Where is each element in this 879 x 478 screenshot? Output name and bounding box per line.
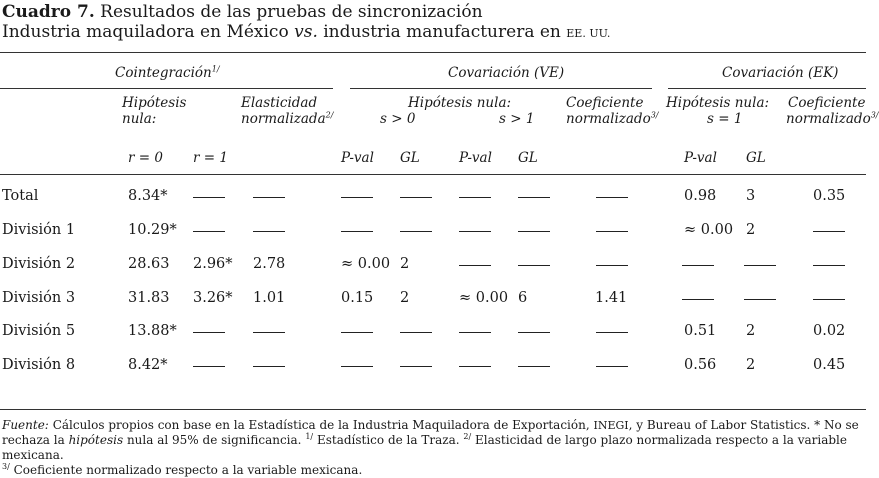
- cell-ek-coef: 0.35: [813, 188, 846, 204]
- empty-cell-dash: [193, 197, 225, 198]
- empty-cell-dash: [518, 197, 550, 198]
- empty-cell-dash: [253, 197, 285, 198]
- empty-cell-dash: [193, 366, 225, 367]
- header-bottom-rule: [0, 174, 866, 175]
- cell-ek-pval: ≈ 0.00: [684, 222, 734, 238]
- empty-cell-dash: [341, 197, 373, 198]
- cell-r0: 8.42*: [128, 357, 168, 373]
- subheader-ek-coeficiente: Coeficiente: [788, 95, 866, 111]
- cell-r0: 13.88*: [128, 323, 177, 339]
- empty-cell-dash: [253, 231, 285, 232]
- empty-cell-dash: [596, 366, 628, 367]
- subheader-ve-hipotesis: Hipótesis nula:: [408, 95, 512, 111]
- cell-row-label: División 1: [2, 222, 76, 238]
- subheader-normalizado: normalizado$^{3/}$: [566, 110, 659, 127]
- cell-ek-pval: 0.51: [684, 323, 717, 339]
- col-ve-pval1: P-val: [341, 150, 374, 166]
- cell-ek-pval: 0.98: [684, 188, 717, 204]
- top-rule: [0, 52, 866, 53]
- table-bottom-rule: [0, 409, 866, 410]
- cell-r1: 3.26*: [193, 290, 233, 306]
- cell-ek-gl: 2: [746, 323, 756, 339]
- empty-cell-dash: [518, 332, 550, 333]
- table-title-text: Resultados de las pruebas de sincronización: [100, 2, 483, 22]
- subheader-coeficiente: Coeficiente: [566, 95, 644, 111]
- empty-cell-dash: [253, 366, 285, 367]
- footnote-fuente-label: Fuente:: [2, 418, 49, 432]
- col-ek-gl: GL: [746, 150, 766, 166]
- covek-rule: [668, 88, 866, 89]
- empty-cell-dash: [518, 366, 550, 367]
- col-r1: r = 1: [193, 150, 228, 166]
- subheader-hipotesis: Hipótesis: [122, 95, 187, 111]
- table-label: Cuadro 7.: [2, 2, 95, 22]
- empty-cell-dash: [744, 299, 776, 300]
- cell-r0: 31.83: [128, 290, 170, 306]
- table-title: [2, 2, 483, 22]
- cell-row-label: División 8: [2, 357, 76, 373]
- empty-cell-dash: [596, 265, 628, 266]
- cell-r0: 28.63: [128, 256, 170, 272]
- group-covariacion-ek: Covariación (EK): [722, 65, 839, 81]
- empty-cell-dash: [459, 332, 491, 333]
- group-cointegracion: Cointegración$^{1/}$: [115, 64, 220, 81]
- empty-cell-dash: [341, 366, 373, 367]
- cell-ek-coef: 0.02: [813, 323, 846, 339]
- covve-rule: [350, 88, 652, 89]
- empty-cell-dash: [400, 197, 432, 198]
- cell-row-label: División 5: [2, 323, 76, 339]
- subheader-ve-s1: s > 1: [499, 111, 535, 127]
- cell-elasticidad: 2.78: [253, 256, 286, 272]
- empty-cell-dash: [459, 197, 491, 198]
- cell-row-label: División 2: [2, 256, 76, 272]
- empty-cell-dash: [682, 265, 714, 266]
- cell-ve-gl1: 2: [400, 290, 410, 306]
- empty-cell-dash: [193, 332, 225, 333]
- cell-ek-coef: 0.45: [813, 357, 846, 373]
- coint-rule: [0, 88, 333, 89]
- cell-ve-coef: 1.41: [595, 290, 628, 306]
- empty-cell-dash: [459, 231, 491, 232]
- footnote: Fuente: Cálculos propios con base en la Estadística de la Industria Maquiladora de Exportación, INEGI, y Bureau of Labor Statistics. * No se rechaza la hipótesis nula al 95% de significancia. $^{1/}$ Estadístico de la Traza. $^{2/}$ Elasticidad de largo plazo normalizada respecto a la variable mexicana. $^{3/}$ Coeficiente normalizado respecto a la variable mexicana.: [2, 418, 859, 477]
- table-subtitle: Industria maquiladora en México vs. industria manufacturera en EE. UU.: [2, 22, 611, 42]
- cell-elasticidad: 1.01: [253, 290, 286, 306]
- cell-row-label: Total: [2, 188, 39, 204]
- cell-ek-gl: 3: [746, 188, 756, 204]
- subheader-ek-normalizado: normalizado$^{3/}$: [786, 110, 879, 127]
- subheader-ek-s1: s = 1: [707, 111, 743, 127]
- col-ve-pval2: P-val: [459, 150, 492, 166]
- empty-cell-dash: [341, 332, 373, 333]
- empty-cell-dash: [400, 366, 432, 367]
- col-r0: r = 0: [128, 150, 163, 166]
- subheader-normalizada: normalizada$^{2/}$: [241, 110, 334, 127]
- cell-r0: 10.29*: [128, 222, 177, 238]
- cell-ve-pval1: ≈ 0.00: [341, 256, 391, 272]
- empty-cell-dash: [813, 231, 845, 232]
- empty-cell-dash: [400, 332, 432, 333]
- col-ve-gl1: GL: [400, 150, 420, 166]
- empty-cell-dash: [813, 299, 845, 300]
- cell-ek-gl: 2: [746, 222, 756, 238]
- cell-ve-pval2: ≈ 0.00: [459, 290, 509, 306]
- cell-r1: 2.96*: [193, 256, 233, 272]
- cell-ek-pval: 0.56: [684, 357, 717, 373]
- cell-r0: 8.34*: [128, 188, 168, 204]
- empty-cell-dash: [518, 231, 550, 232]
- cell-ve-gl2: 6: [518, 290, 528, 306]
- empty-cell-dash: [518, 265, 550, 266]
- empty-cell-dash: [682, 299, 714, 300]
- subheader-ve-s0: s > 0: [380, 111, 416, 127]
- empty-cell-dash: [596, 197, 628, 198]
- col-ve-gl2: GL: [518, 150, 538, 166]
- group-covariacion-ve: Covariación (VE): [448, 65, 565, 81]
- empty-cell-dash: [459, 366, 491, 367]
- cell-ve-gl1: 2: [400, 256, 410, 272]
- empty-cell-dash: [596, 332, 628, 333]
- cell-ve-pval1: 0.15: [341, 290, 374, 306]
- subheader-ek-hipotesis: Hipótesis nula:: [666, 95, 770, 111]
- empty-cell-dash: [400, 231, 432, 232]
- cell-row-label: División 3: [2, 290, 76, 306]
- empty-cell-dash: [459, 265, 491, 266]
- empty-cell-dash: [193, 231, 225, 232]
- empty-cell-dash: [596, 231, 628, 232]
- empty-cell-dash: [253, 332, 285, 333]
- subheader-elasticidad: Elasticidad: [241, 95, 318, 111]
- empty-cell-dash: [744, 265, 776, 266]
- empty-cell-dash: [341, 231, 373, 232]
- empty-cell-dash: [813, 265, 845, 266]
- subheader-nula: nula:: [122, 111, 157, 127]
- col-ek-pval: P-val: [684, 150, 717, 166]
- cell-ek-gl: 2: [746, 357, 756, 373]
